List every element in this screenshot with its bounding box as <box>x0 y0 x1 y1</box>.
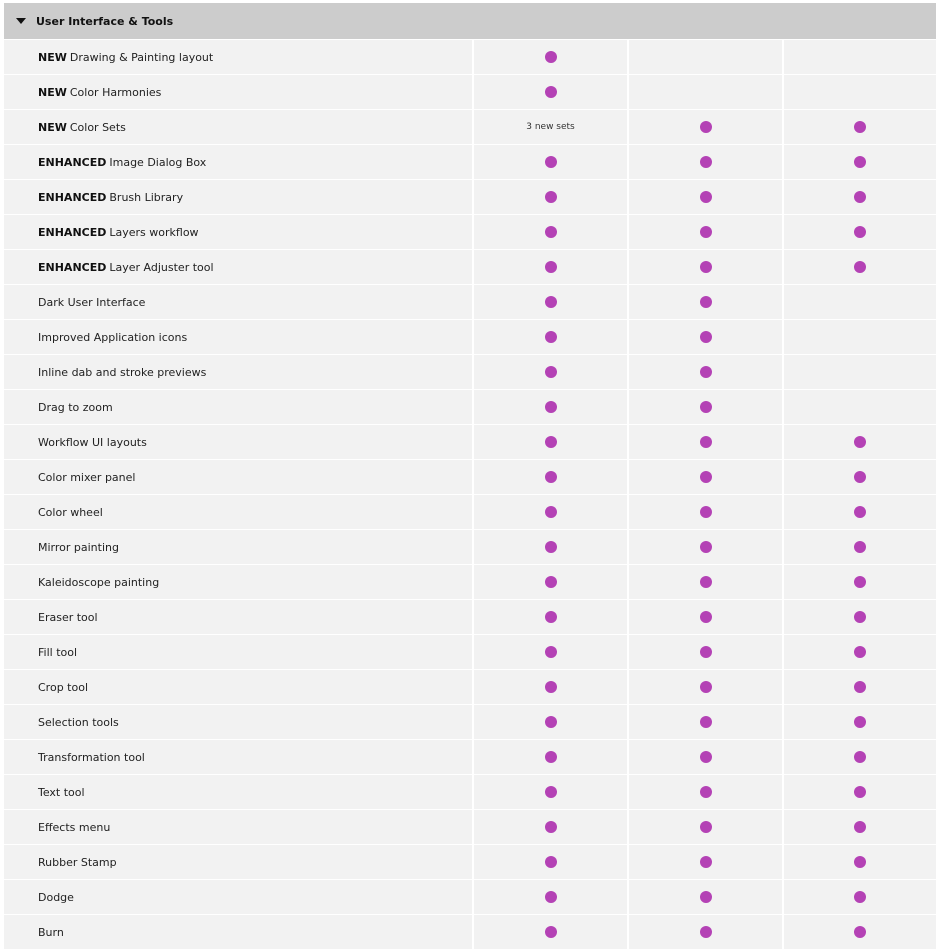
included-dot-icon <box>700 226 712 238</box>
column-1-cell <box>474 705 627 739</box>
included-dot-icon <box>545 646 557 658</box>
column-2-cell <box>629 810 782 844</box>
column-2-cell <box>629 110 782 144</box>
included-dot-icon <box>700 611 712 623</box>
feature-label-cell <box>4 775 472 809</box>
feature-name: Layer Adjuster tool <box>109 260 214 274</box>
table-row <box>4 250 936 284</box>
included-dot-icon <box>700 681 712 693</box>
feature-label-cell <box>4 425 472 459</box>
feature-rows <box>4 40 936 949</box>
feature-name: Selection tools <box>38 715 119 729</box>
included-dot-icon <box>545 856 557 868</box>
column-2-cell <box>629 880 782 914</box>
included-dot-icon <box>545 891 557 903</box>
included-dot-icon <box>700 646 712 658</box>
included-dot-icon <box>545 576 557 588</box>
included-dot-icon <box>854 541 866 553</box>
table-row <box>4 180 936 214</box>
included-dot-icon <box>854 191 866 203</box>
included-dot-icon <box>545 366 557 378</box>
column-3-cell <box>784 285 936 319</box>
table-row <box>4 320 936 354</box>
included-dot-icon <box>700 401 712 413</box>
column-3-cell <box>784 180 936 214</box>
column-1-cell <box>474 460 627 494</box>
column-1-cell <box>474 810 627 844</box>
column-1-cell <box>474 390 627 424</box>
column-1-cell <box>474 250 627 284</box>
column-3-cell <box>784 75 936 109</box>
feature-label-cell <box>4 215 472 249</box>
feature-label-cell <box>4 845 472 879</box>
included-dot-icon <box>545 786 557 798</box>
included-dot-icon <box>545 821 557 833</box>
included-dot-icon <box>854 611 866 623</box>
column-1-cell <box>474 180 627 214</box>
column-3-cell <box>784 145 936 179</box>
feature-name: Eraser tool <box>38 610 98 624</box>
feature-name: Workflow UI layouts <box>38 435 147 449</box>
included-dot-icon <box>545 86 557 98</box>
included-dot-icon <box>854 751 866 763</box>
included-dot-icon <box>700 926 712 938</box>
column-2-cell <box>629 460 782 494</box>
feature-label-cell <box>4 180 472 214</box>
column-1-cell <box>474 915 627 949</box>
feature-tag: ENHANCED <box>38 225 107 239</box>
column-3-cell <box>784 495 936 529</box>
column-2-cell <box>629 495 782 529</box>
column-1-cell <box>474 635 627 669</box>
feature-comparison-table <box>4 3 936 950</box>
included-dot-icon <box>700 436 712 448</box>
included-dot-icon <box>854 261 866 273</box>
column-2-cell <box>629 775 782 809</box>
column-1-cell <box>474 110 627 144</box>
column-2-cell <box>629 75 782 109</box>
column-3-cell <box>784 425 936 459</box>
column-3-cell <box>784 460 936 494</box>
included-dot-icon <box>700 891 712 903</box>
column-1-cell <box>474 880 627 914</box>
column-3-cell <box>784 775 936 809</box>
column-2-cell <box>629 740 782 774</box>
feature-label-cell <box>4 320 472 354</box>
feature-label-cell <box>4 880 472 914</box>
column-3-cell <box>784 810 936 844</box>
included-dot-icon <box>854 121 866 133</box>
column-1-cell <box>474 775 627 809</box>
feature-name: Effects menu <box>38 820 111 834</box>
included-dot-icon <box>545 261 557 273</box>
included-dot-icon <box>545 331 557 343</box>
feature-label-cell <box>4 635 472 669</box>
section-title: User Interface & Tools <box>36 14 174 28</box>
column-2-cell <box>629 215 782 249</box>
table-row <box>4 915 936 949</box>
included-dot-icon <box>545 436 557 448</box>
feature-name: Text tool <box>38 785 85 799</box>
included-dot-icon <box>545 681 557 693</box>
table-row <box>4 145 936 179</box>
column-1-cell <box>474 670 627 704</box>
included-dot-icon <box>700 296 712 308</box>
included-dot-icon <box>545 926 557 938</box>
included-dot-icon <box>700 541 712 553</box>
feature-name: Color Sets <box>69 120 126 134</box>
table-row <box>4 285 936 319</box>
table-row <box>4 425 936 459</box>
included-dot-icon <box>545 506 557 518</box>
column-1-cell <box>474 215 627 249</box>
feature-name: Dark User Interface <box>38 295 146 309</box>
feature-name: Color Harmonies <box>69 85 162 99</box>
column-2-cell <box>629 425 782 459</box>
included-dot-icon <box>545 191 557 203</box>
feature-name: Burn <box>38 925 64 939</box>
table-row <box>4 530 936 564</box>
feature-label-cell <box>4 460 472 494</box>
column-2-cell <box>629 530 782 564</box>
column-1-cell <box>474 75 627 109</box>
table-row <box>4 75 936 109</box>
column-3-cell <box>784 110 936 144</box>
table-row <box>4 810 936 844</box>
table-row <box>4 670 936 704</box>
included-dot-icon <box>545 751 557 763</box>
column-2-cell <box>629 390 782 424</box>
table-row <box>4 740 936 774</box>
column-3-cell <box>784 845 936 879</box>
column-1-cell <box>474 145 627 179</box>
column-2-cell <box>629 320 782 354</box>
table-row <box>4 845 936 879</box>
feature-label-cell <box>4 530 472 564</box>
included-dot-icon <box>700 471 712 483</box>
included-dot-icon <box>700 751 712 763</box>
column-1-cell <box>474 285 627 319</box>
included-dot-icon <box>700 506 712 518</box>
included-dot-icon <box>700 856 712 868</box>
feature-label-cell <box>4 355 472 389</box>
included-dot-icon <box>545 401 557 413</box>
column-3-cell <box>784 635 936 669</box>
column-1-cell <box>474 845 627 879</box>
column-3-cell <box>784 880 936 914</box>
feature-name: Crop tool <box>38 680 88 694</box>
included-dot-icon <box>700 121 712 133</box>
included-dot-icon <box>854 646 866 658</box>
feature-tag: NEW <box>38 120 67 134</box>
column-1-cell <box>474 530 627 564</box>
included-dot-icon <box>854 716 866 728</box>
feature-label-cell <box>4 145 472 179</box>
included-dot-icon <box>854 436 866 448</box>
included-dot-icon <box>700 576 712 588</box>
feature-label-cell <box>4 285 472 319</box>
included-dot-icon <box>545 611 557 623</box>
feature-name: Layers workflow <box>109 225 199 239</box>
included-dot-icon <box>854 156 866 168</box>
feature-tag: ENHANCED <box>38 155 107 169</box>
included-dot-icon <box>545 541 557 553</box>
feature-name: Improved Application icons <box>38 330 188 344</box>
feature-tag: NEW <box>38 50 67 64</box>
feature-label-cell <box>4 670 472 704</box>
included-dot-icon <box>545 51 557 63</box>
column-2-cell <box>629 180 782 214</box>
feature-tag: ENHANCED <box>38 260 107 274</box>
column-3-cell <box>784 670 936 704</box>
included-dot-icon <box>700 191 712 203</box>
feature-name: Rubber Stamp <box>38 855 117 869</box>
feature-label-cell <box>4 810 472 844</box>
column-1-cell <box>474 740 627 774</box>
included-dot-icon <box>854 926 866 938</box>
column-3-cell <box>784 320 936 354</box>
column-2-cell <box>629 915 782 949</box>
included-dot-icon <box>854 506 866 518</box>
feature-tag: ENHANCED <box>38 190 107 204</box>
column-1-cell <box>474 425 627 459</box>
feature-name: Image Dialog Box <box>109 155 207 169</box>
column-2-cell <box>629 250 782 284</box>
feature-label-cell <box>4 250 472 284</box>
table-row <box>4 600 936 634</box>
table-row <box>4 460 936 494</box>
feature-name: Drag to zoom <box>38 400 113 414</box>
column-2-cell <box>629 600 782 634</box>
column-3-cell <box>784 740 936 774</box>
feature-name: Color wheel <box>38 505 103 519</box>
table-row <box>4 390 936 424</box>
column-3-cell <box>784 600 936 634</box>
table-row <box>4 110 936 144</box>
table-row <box>4 40 936 74</box>
column-2-cell <box>629 670 782 704</box>
included-dot-icon <box>700 716 712 728</box>
included-dot-icon <box>854 786 866 798</box>
feature-label-cell <box>4 110 472 144</box>
included-dot-icon <box>545 226 557 238</box>
feature-label-cell <box>4 705 472 739</box>
feature-name: Brush Library <box>109 190 184 204</box>
table-row <box>4 565 936 599</box>
column-1-cell <box>474 495 627 529</box>
column-2-cell <box>629 355 782 389</box>
column-3-cell <box>784 390 936 424</box>
column-1-cell <box>474 40 627 74</box>
column-1-cell <box>474 320 627 354</box>
column-3-cell <box>784 565 936 599</box>
included-dot-icon <box>854 471 866 483</box>
included-dot-icon <box>545 296 557 308</box>
column-2-cell <box>629 845 782 879</box>
feature-label-cell <box>4 600 472 634</box>
included-dot-icon <box>700 156 712 168</box>
feature-tag: NEW <box>38 85 67 99</box>
feature-label-cell <box>4 740 472 774</box>
column-2-cell <box>629 145 782 179</box>
feature-label-cell <box>4 915 472 949</box>
column-1-cell <box>474 565 627 599</box>
column-2-cell <box>629 40 782 74</box>
feature-name: Fill tool <box>38 645 78 659</box>
feature-name: Kaleidoscope painting <box>38 575 160 589</box>
column-3-cell <box>784 250 936 284</box>
included-dot-icon <box>854 681 866 693</box>
included-dot-icon <box>545 471 557 483</box>
feature-label-cell <box>4 40 472 74</box>
included-dot-icon <box>854 856 866 868</box>
feature-name: Dodge <box>38 890 74 904</box>
column-2-cell <box>629 705 782 739</box>
column-3-cell <box>784 40 936 74</box>
included-dot-icon <box>854 226 866 238</box>
column-3-cell <box>784 215 936 249</box>
cell-note: 3 new sets <box>526 122 575 132</box>
included-dot-icon <box>545 156 557 168</box>
feature-name: Transformation tool <box>38 750 145 764</box>
included-dot-icon <box>854 891 866 903</box>
feature-name: Drawing & Painting layout <box>69 50 214 64</box>
column-2-cell <box>629 635 782 669</box>
column-1-cell <box>474 355 627 389</box>
included-dot-icon <box>700 786 712 798</box>
column-3-cell <box>784 705 936 739</box>
table-row <box>4 215 936 249</box>
included-dot-icon <box>545 716 557 728</box>
column-3-cell <box>784 355 936 389</box>
column-1-cell <box>474 600 627 634</box>
feature-label-cell <box>4 75 472 109</box>
section-header-toggle[interactable] <box>4 3 936 39</box>
included-dot-icon <box>700 366 712 378</box>
feature-name: Color mixer panel <box>38 470 136 484</box>
table-row <box>4 355 936 389</box>
table-row <box>4 495 936 529</box>
column-2-cell <box>629 285 782 319</box>
included-dot-icon <box>700 331 712 343</box>
column-2-cell <box>629 565 782 599</box>
column-3-cell <box>784 530 936 564</box>
feature-label-cell <box>4 495 472 529</box>
included-dot-icon <box>854 576 866 588</box>
table-row <box>4 635 936 669</box>
feature-name: Mirror painting <box>38 540 119 554</box>
table-row <box>4 880 936 914</box>
table-row <box>4 775 936 809</box>
column-3-cell <box>784 915 936 949</box>
included-dot-icon <box>854 821 866 833</box>
table-row <box>4 705 936 739</box>
feature-label-cell <box>4 565 472 599</box>
feature-name: Inline dab and stroke previews <box>38 365 207 379</box>
included-dot-icon <box>700 821 712 833</box>
included-dot-icon <box>700 261 712 273</box>
caret-down-icon[interactable] <box>16 18 26 24</box>
feature-label-cell <box>4 390 472 424</box>
